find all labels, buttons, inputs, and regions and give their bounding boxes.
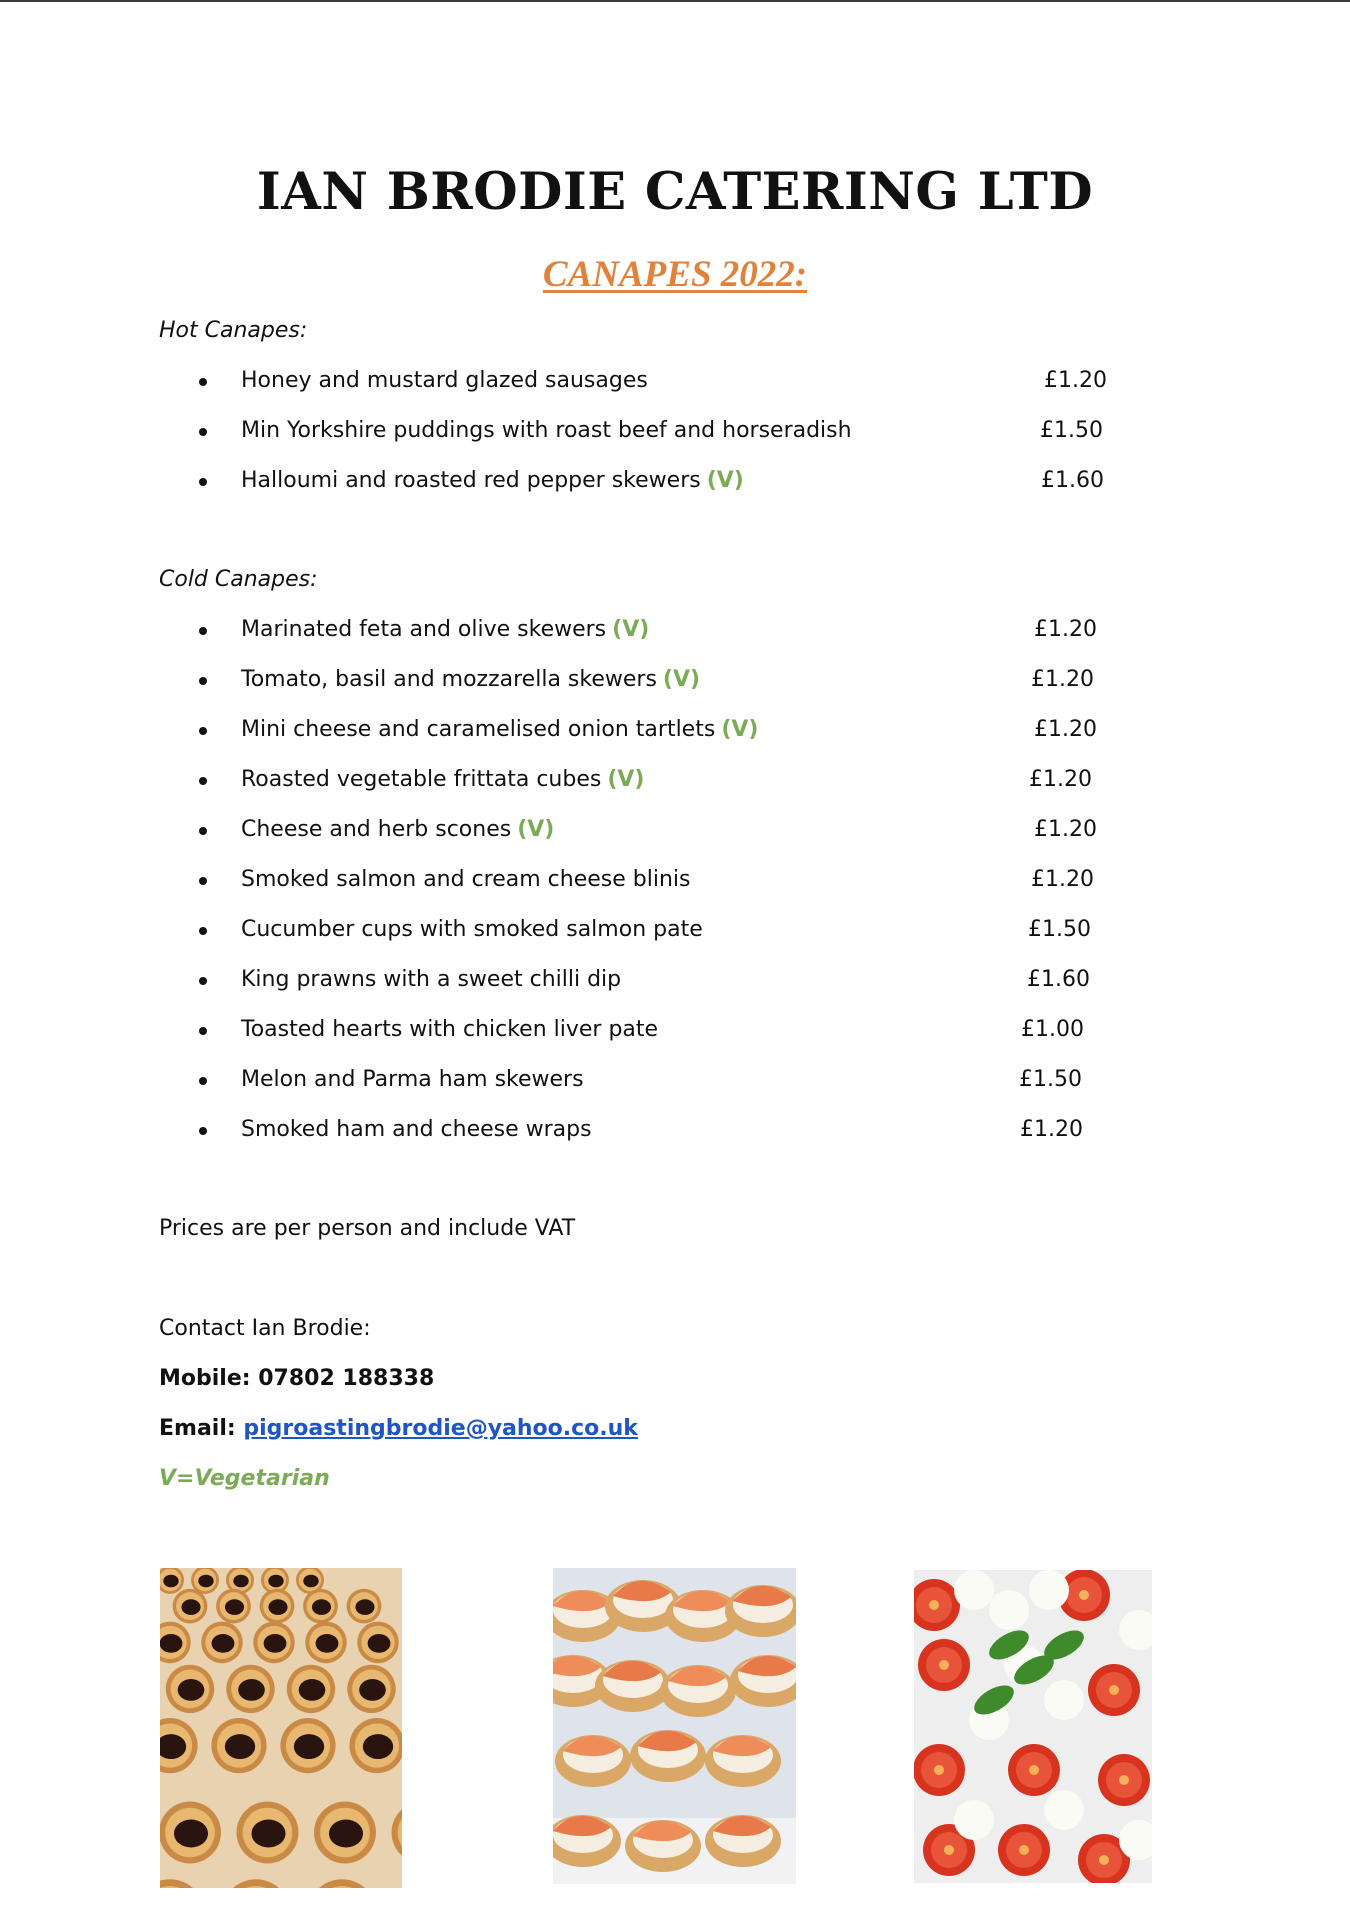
mobile-line: Mobile: 07802 188338	[159, 1366, 435, 1391]
item-name	[241, 767, 644, 792]
tartlets-photo	[160, 1568, 402, 1888]
cold-menu-item	[0, 817, 1350, 857]
vegetarian-badge: (V)	[607, 767, 645, 792]
cold-menu-item	[0, 617, 1350, 657]
bullet-icon	[199, 927, 207, 935]
item-price: £1.20	[1020, 1117, 1083, 1142]
cold-menu-item	[0, 1067, 1350, 1107]
item-price: £1.50	[1028, 917, 1091, 942]
vegetarian-badge: (V)	[517, 817, 555, 842]
caprese-skewers-illustration	[914, 1570, 1152, 1883]
vegetarian-badge: (V)	[721, 717, 759, 742]
bullet-icon	[199, 378, 207, 386]
item-price: £1.20	[1044, 368, 1107, 393]
vegetarian-badge: (V)	[612, 617, 650, 642]
cold-menu-item	[0, 917, 1350, 957]
email-link[interactable]: pigroastingbrodie@yahoo.co.uk	[243, 1416, 638, 1441]
prices-note: Prices are per person and include VAT	[159, 1216, 576, 1241]
item-price: £1.60	[1041, 468, 1104, 493]
item-name-text: Tomato, basil and mozzarella skewers	[241, 667, 657, 692]
item-name	[241, 468, 744, 493]
salmon-blinis-photo	[553, 1568, 796, 1884]
bullet-icon	[199, 627, 207, 635]
item-name	[241, 368, 648, 393]
item-name	[241, 817, 554, 842]
bullet-icon	[199, 777, 207, 785]
bullet-icon	[199, 428, 207, 436]
item-price: £1.20	[1034, 717, 1097, 742]
item-price: £1.00	[1021, 1017, 1084, 1042]
bullet-icon	[199, 727, 207, 735]
item-name	[241, 917, 703, 942]
vegetarian-badge: (V)	[662, 667, 701, 692]
cold-menu-item	[0, 1117, 1350, 1157]
item-name-text: Halloumi and roasted red pepper skewers	[241, 468, 701, 493]
hot-menu-item	[0, 468, 1350, 508]
bullet-icon	[199, 478, 207, 486]
cold-menu-item	[0, 867, 1350, 907]
item-name	[241, 1067, 584, 1092]
item-name-text: Melon and Parma ham skewers	[241, 1067, 584, 1092]
item-name-text: Honey and mustard glazed sausages	[241, 368, 648, 393]
cold-menu-item	[0, 1017, 1350, 1057]
item-name-text: Cucumber cups with smoked salmon pate	[241, 917, 703, 942]
bullet-icon	[199, 1077, 207, 1085]
item-name	[241, 867, 690, 892]
salmon-blinis-illustration	[553, 1568, 796, 1884]
item-price: £1.60	[1027, 967, 1090, 992]
item-price: £1.50	[1019, 1067, 1082, 1092]
bullet-icon	[199, 827, 207, 835]
item-name	[241, 667, 700, 692]
item-name	[241, 418, 852, 443]
item-name-text: Smoked ham and cheese wraps	[241, 1117, 592, 1142]
bullet-icon	[199, 1027, 207, 1035]
item-price: £1.20	[1031, 867, 1094, 892]
item-name-text: Marinated feta and olive skewers	[241, 617, 607, 642]
item-price: £1.20	[1031, 667, 1094, 692]
cold-menu-item	[0, 967, 1350, 1007]
item-name	[241, 717, 758, 742]
cold-menu-item	[0, 717, 1350, 757]
item-name-text: Min Yorkshire puddings with roast beef and horseradish	[241, 418, 852, 443]
item-price: £1.20	[1034, 617, 1097, 642]
tartlets-illustration	[160, 1568, 402, 1888]
hot-canapes-heading: Hot Canapes:	[159, 318, 308, 343]
item-name	[241, 1117, 592, 1142]
page-top-border	[0, 0, 1350, 2]
item-name	[241, 617, 649, 642]
contact-line: Contact Ian Brodie:	[159, 1316, 371, 1341]
item-name-text: Cheese and herb scones	[241, 817, 512, 842]
email-line	[159, 1416, 638, 1441]
document-title: IAN BRODIE CATERING LTD	[256, 162, 1094, 222]
item-name-text: Toasted hearts with chicken liver pate	[241, 1017, 659, 1042]
email-label: Email:	[159, 1416, 236, 1441]
item-name-text: Roasted vegetable frittata cubes	[241, 767, 602, 792]
item-name-text: Mini cheese and caramelised onion tartlets	[241, 717, 716, 742]
cold-menu-item	[0, 667, 1350, 707]
item-name-text: Smoked salmon and cream cheese blinis	[241, 867, 691, 892]
caprese-skewers-photo	[914, 1570, 1152, 1883]
item-price: £1.20	[1034, 817, 1097, 842]
item-name-text: King prawns with a sweet chilli dip	[241, 967, 622, 992]
bullet-icon	[199, 977, 207, 985]
bullet-icon	[199, 1127, 207, 1135]
document-subtitle: CANAPES 2022:	[542, 254, 808, 295]
hot-menu-item	[0, 368, 1350, 408]
item-price: £1.50	[1040, 418, 1103, 443]
cold-menu-item	[0, 767, 1350, 807]
cold-canapes-heading: Cold Canapes:	[159, 567, 318, 592]
hot-menu-item	[0, 418, 1350, 458]
item-price: £1.20	[1029, 767, 1092, 792]
bullet-icon	[199, 677, 207, 685]
item-name	[241, 1017, 658, 1042]
vegetarian-badge: (V)	[706, 468, 744, 493]
bullet-icon	[199, 877, 207, 885]
item-name	[241, 967, 621, 992]
vegetarian-key: V=Vegetarian	[159, 1466, 330, 1491]
